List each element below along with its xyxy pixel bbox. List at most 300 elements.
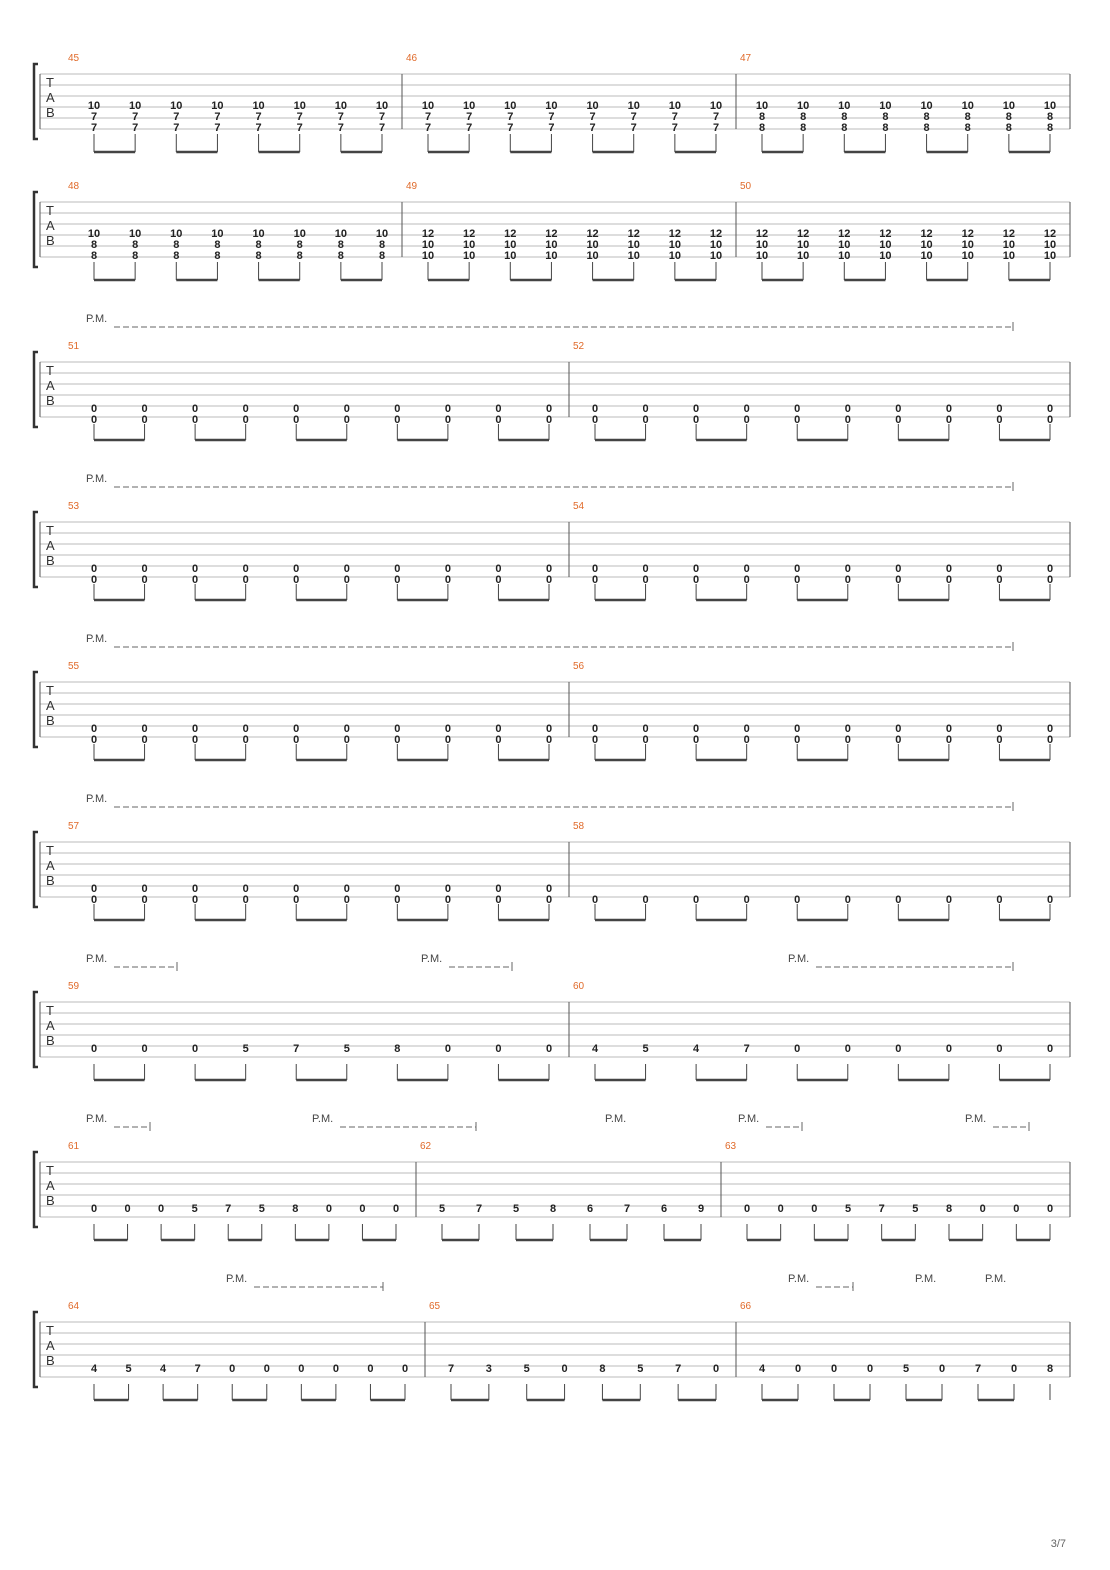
system-bracket (34, 64, 38, 139)
fret-number: 7 (173, 111, 180, 123)
fret-number: 10 (709, 250, 723, 262)
fret-number: 7 (878, 1203, 885, 1215)
fret-number: 10 (129, 228, 142, 240)
fret-number: 0 (945, 1043, 952, 1055)
tab-system (34, 953, 1070, 1080)
fret-number: 0 (1046, 1043, 1054, 1055)
fret-number: 0 (242, 563, 249, 575)
palm-mute-label: P.M. (86, 953, 108, 965)
fret-number: 0 (495, 894, 502, 906)
fret-number: 3 (485, 1363, 492, 1375)
fret-number: 7 (712, 122, 720, 134)
fret-number: 12 (627, 228, 640, 240)
fret-number: 0 (444, 883, 451, 895)
tab-clef-letter: B (46, 393, 55, 408)
measure-number: 56 (573, 661, 585, 672)
fret-number: 0 (124, 1203, 131, 1215)
fret-number: 0 (343, 414, 350, 426)
fret-number: 8 (214, 239, 221, 251)
fret-number: 7 (296, 122, 303, 134)
fret-number: 0 (293, 883, 300, 895)
tab-clef-letter: A (46, 378, 55, 393)
fret-number: 5 (912, 1203, 919, 1215)
fret-number: 0 (90, 1203, 98, 1215)
fret-number: 10 (586, 100, 599, 112)
tab-clef-letter: T (46, 683, 54, 698)
fret-number: 7 (675, 1363, 682, 1375)
fret-number: 7 (337, 122, 344, 134)
tab-clef-letter: T (46, 1323, 54, 1338)
measure-number: 66 (740, 1301, 752, 1312)
fret-number: 8 (90, 250, 98, 262)
fret-number: 10 (545, 100, 558, 112)
fret-number: 0 (743, 563, 750, 575)
fret-number: 8 (90, 239, 98, 251)
fret-number: 0 (495, 734, 502, 746)
fret-number: 7 (296, 111, 303, 123)
fret-number: 0 (394, 414, 401, 426)
fret-number: 0 (844, 414, 851, 426)
fret-number: 0 (343, 403, 350, 415)
fret-number: 10 (504, 100, 517, 112)
fret-number: 10 (545, 250, 558, 262)
fret-number: 7 (548, 122, 555, 134)
fret-number: 7 (214, 122, 221, 134)
fret-number: 10 (797, 239, 810, 251)
fret-number: 0 (743, 734, 750, 746)
measure-number: 64 (68, 1301, 80, 1312)
fret-number: 0 (794, 723, 801, 735)
fret-number: 12 (879, 228, 892, 240)
fret-number: 0 (545, 574, 553, 586)
fret-number: 8 (758, 111, 766, 123)
fret-number: 0 (367, 1363, 374, 1375)
palm-mute-label: P.M. (421, 953, 443, 965)
fret-number: 0 (90, 883, 98, 895)
fret-number: 0 (90, 414, 98, 426)
fret-number: 12 (586, 228, 599, 240)
measure-number: 48 (68, 181, 80, 192)
fret-number: 0 (394, 734, 401, 746)
fret-number: 8 (1005, 111, 1012, 123)
fret-number: 10 (375, 100, 389, 112)
fret-number: 8 (945, 1203, 953, 1215)
fret-number: 0 (343, 883, 350, 895)
measure-number: 57 (68, 821, 80, 832)
fret-number: 10 (668, 100, 681, 112)
fret-number: 8 (173, 250, 180, 262)
fret-number: 0 (343, 563, 350, 575)
fret-number: 0 (495, 1043, 502, 1055)
tab-clef-letter: A (46, 858, 55, 873)
fret-number: 10 (293, 228, 306, 240)
fret-number: 10 (463, 250, 476, 262)
fret-number: 0 (495, 414, 502, 426)
fret-number: 0 (1046, 403, 1054, 415)
fret-number: 7 (424, 122, 432, 134)
measure-number: 55 (68, 661, 80, 672)
fret-number: 0 (938, 1363, 946, 1375)
measure-number: 49 (406, 181, 418, 192)
fret-number: 0 (794, 1363, 802, 1375)
fret-number: 12 (797, 228, 810, 240)
fret-number: 8 (841, 111, 848, 123)
fret-number: 0 (401, 1363, 409, 1375)
fret-number: 0 (90, 574, 98, 586)
fret-number: 7 (132, 111, 139, 123)
fret-number: 0 (844, 574, 851, 586)
fret-number: 0 (642, 723, 649, 735)
fret-number: 10 (838, 100, 851, 112)
fret-number: 5 (844, 1203, 852, 1215)
fret-number: 8 (255, 239, 262, 251)
tab-clef-letter: B (46, 1033, 55, 1048)
fret-number: 0 (743, 894, 750, 906)
fret-number: 8 (378, 250, 386, 262)
fret-number: 0 (642, 414, 649, 426)
fret-number: 0 (343, 723, 350, 735)
fret-number: 0 (141, 414, 148, 426)
fret-number: 0 (693, 403, 700, 415)
fret-number: 8 (1046, 122, 1054, 134)
fret-number: 10 (797, 250, 810, 262)
fret-number: 0 (444, 1043, 451, 1055)
fret-number: 8 (923, 111, 930, 123)
fret-number: 7 (447, 1363, 455, 1375)
fret-number: 8 (841, 122, 848, 134)
fret-number: 7 (293, 1043, 300, 1055)
fret-number: 7 (214, 111, 221, 123)
palm-mute-label: P.M. (915, 1273, 937, 1285)
fret-number: 8 (1046, 111, 1054, 123)
fret-number: 0 (444, 574, 451, 586)
fret-number: 0 (141, 574, 148, 586)
fret-number: 0 (591, 723, 599, 735)
fret-number: 10 (627, 250, 640, 262)
fret-number: 0 (394, 403, 401, 415)
palm-mute-label: P.M. (86, 793, 108, 805)
fret-number: 10 (838, 239, 851, 251)
fret-number: 7 (475, 1203, 483, 1215)
fret-number: 10 (920, 250, 933, 262)
fret-number: 5 (191, 1203, 198, 1215)
fret-number: 10 (129, 100, 142, 112)
fret-number: 0 (545, 403, 553, 415)
fret-number: 0 (979, 1203, 986, 1215)
fret-number: 7 (630, 111, 637, 123)
fret-number: 10 (920, 239, 933, 251)
tab-clef-letter: T (46, 363, 54, 378)
fret-number: 7 (589, 122, 596, 134)
fret-number: 7 (424, 111, 432, 123)
tab-system (34, 793, 1070, 920)
fret-number: 0 (90, 723, 98, 735)
fret-number: 0 (693, 563, 700, 575)
fret-number: 0 (777, 1203, 784, 1215)
fret-number: 10 (1043, 239, 1057, 251)
fret-number: 0 (343, 894, 350, 906)
fret-number: 0 (743, 414, 750, 426)
fret-number: 8 (800, 111, 807, 123)
fret-number: 0 (895, 574, 902, 586)
fret-number: 7 (378, 111, 386, 123)
measure-number: 50 (740, 181, 752, 192)
fret-number: 7 (378, 122, 386, 134)
fret-number: 0 (242, 723, 249, 735)
fret-number: 0 (545, 563, 553, 575)
fret-number: 0 (743, 723, 750, 735)
tab-clef-letter: T (46, 203, 54, 218)
fret-number: 7 (548, 111, 555, 123)
fret-number: 10 (920, 100, 933, 112)
fret-number: 8 (964, 111, 971, 123)
fret-number: 10 (1002, 239, 1015, 251)
fret-number: 4 (758, 1363, 766, 1375)
tab-system (34, 633, 1070, 760)
fret-number: 5 (438, 1203, 446, 1215)
fret-number: 0 (945, 403, 952, 415)
fret-number: 0 (141, 1043, 148, 1055)
fret-number: 0 (1046, 563, 1054, 575)
fret-number: 10 (668, 250, 681, 262)
fret-number: 0 (242, 414, 249, 426)
tab-system (34, 1113, 1070, 1240)
fret-number: 5 (242, 1043, 249, 1055)
tab-clef-letter: T (46, 523, 54, 538)
palm-mute-label: P.M. (86, 1113, 108, 1125)
tab-clef-letter: B (46, 1193, 55, 1208)
system-bracket (34, 352, 38, 427)
fret-number: 0 (394, 894, 401, 906)
tab-clef-letter: A (46, 218, 55, 233)
tab-clef-letter: B (46, 873, 55, 888)
fret-number: 9 (697, 1203, 705, 1215)
fret-number: 0 (495, 883, 502, 895)
fret-number: 10 (755, 239, 769, 251)
fret-number: 0 (90, 734, 98, 746)
fret-number: 7 (90, 111, 98, 123)
fret-number: 0 (895, 1043, 902, 1055)
fret-number: 0 (293, 403, 300, 415)
fret-number: 0 (945, 723, 952, 735)
measure-number: 62 (420, 1141, 432, 1152)
fret-number: 10 (879, 250, 892, 262)
fret-number: 0 (394, 723, 401, 735)
fret-number: 0 (343, 734, 350, 746)
fret-number: 0 (1046, 574, 1054, 586)
fret-number: 10 (211, 228, 224, 240)
fret-number: 0 (192, 734, 199, 746)
fret-number: 10 (879, 239, 892, 251)
fret-number: 0 (1046, 734, 1054, 746)
fret-number: 12 (1002, 228, 1015, 240)
fret-number: 0 (811, 1203, 818, 1215)
fret-number: 0 (693, 723, 700, 735)
fret-number: 0 (1046, 894, 1054, 906)
fret-number: 7 (623, 1203, 631, 1215)
fret-number: 0 (895, 734, 902, 746)
fret-number: 10 (755, 250, 769, 262)
fret-number: 0 (693, 894, 700, 906)
fret-number: 5 (125, 1363, 132, 1375)
fret-number: 10 (87, 100, 101, 112)
palm-mute-label: P.M. (788, 953, 810, 965)
fret-number: 0 (394, 563, 401, 575)
tab-system (34, 313, 1070, 440)
fret-number: 0 (192, 894, 199, 906)
palm-mute-label: P.M. (86, 313, 108, 325)
measure-number: 52 (573, 341, 585, 352)
fret-number: 12 (421, 228, 435, 240)
fret-number: 0 (591, 734, 599, 746)
fret-number: 0 (359, 1203, 366, 1215)
fret-number: 0 (242, 574, 249, 586)
fret-number: 5 (523, 1363, 530, 1375)
fret-number: 0 (895, 723, 902, 735)
fret-number: 8 (292, 1203, 299, 1215)
tab-system (34, 53, 1070, 152)
fret-number: 0 (1046, 723, 1054, 735)
tab-system (34, 181, 1070, 280)
fret-number: 0 (844, 563, 851, 575)
fret-number: 0 (996, 574, 1003, 586)
fret-number: 0 (693, 414, 700, 426)
fret-number: 10 (504, 239, 517, 251)
fret-number: 0 (945, 894, 952, 906)
fret-number: 0 (945, 414, 952, 426)
fret-number: 0 (495, 563, 502, 575)
fret-number: 0 (242, 883, 249, 895)
fret-number: 0 (242, 403, 249, 415)
fret-number: 0 (229, 1363, 236, 1375)
fret-number: 7 (671, 111, 678, 123)
fret-number: 0 (242, 734, 249, 746)
fret-number: 7 (466, 111, 473, 123)
fret-number: 0 (794, 403, 801, 415)
measure-number: 54 (573, 501, 585, 512)
fret-number: 8 (800, 122, 807, 134)
fret-number: 8 (758, 122, 766, 134)
fret-number: 0 (392, 1203, 400, 1215)
fret-number: 0 (192, 723, 199, 735)
fret-number: 10 (797, 100, 810, 112)
fret-number: 0 (293, 734, 300, 746)
palm-mute-label: P.M. (86, 473, 108, 485)
fret-number: 12 (545, 228, 558, 240)
fret-number: 7 (225, 1203, 232, 1215)
fret-number: 0 (545, 414, 553, 426)
palm-mute-label: P.M. (86, 633, 108, 645)
fret-number: 10 (1043, 250, 1057, 262)
fret-number: 0 (1013, 1203, 1020, 1215)
fret-number: 0 (996, 563, 1003, 575)
fret-number: 0 (444, 723, 451, 735)
fret-number: 0 (712, 1363, 720, 1375)
tab-clef-letter: B (46, 1353, 55, 1368)
fret-number: 12 (1043, 228, 1057, 240)
system-bracket (34, 992, 38, 1067)
fret-number: 0 (743, 574, 750, 586)
tab-system (34, 473, 1070, 600)
fret-number: 0 (444, 894, 451, 906)
fret-number: 0 (642, 734, 649, 746)
fret-number: 0 (996, 734, 1003, 746)
fret-number: 7 (743, 1043, 750, 1055)
fret-number: 10 (586, 239, 599, 251)
fret-number: 0 (192, 414, 199, 426)
fret-number: 10 (421, 239, 435, 251)
system-bracket (34, 192, 38, 267)
fret-number: 10 (504, 250, 517, 262)
fret-number: 0 (192, 1043, 199, 1055)
fret-number: 0 (141, 723, 148, 735)
fret-number: 0 (591, 894, 599, 906)
fret-number: 7 (630, 122, 637, 134)
fret-number: 10 (627, 239, 640, 251)
fret-number: 0 (495, 403, 502, 415)
fret-number: 0 (895, 563, 902, 575)
fret-number: 0 (794, 414, 801, 426)
system-bracket (34, 1152, 38, 1227)
fret-number: 0 (1046, 414, 1054, 426)
fret-number: 8 (296, 250, 303, 262)
fret-number: 0 (642, 894, 649, 906)
fret-number: 0 (794, 894, 801, 906)
fret-number: 4 (160, 1363, 167, 1375)
fret-number: 0 (591, 563, 599, 575)
tab-clef-letter: B (46, 713, 55, 728)
fret-number: 8 (132, 239, 139, 251)
fret-number: 8 (337, 250, 344, 262)
fret-number: 10 (375, 228, 389, 240)
tab-clef-letter: B (46, 105, 55, 120)
fret-number: 10 (709, 239, 723, 251)
measure-number: 46 (406, 53, 418, 64)
fret-number: 0 (895, 403, 902, 415)
fret-number: 0 (325, 1203, 332, 1215)
fret-number: 8 (882, 111, 889, 123)
fret-number: 0 (945, 734, 952, 746)
fret-number: 0 (1010, 1363, 1018, 1375)
fret-number: 0 (945, 563, 952, 575)
measure-number: 59 (68, 981, 80, 992)
fret-number: 0 (293, 894, 300, 906)
fret-number: 0 (830, 1363, 838, 1375)
fret-number: 0 (141, 403, 148, 415)
fret-number: 12 (668, 228, 681, 240)
measure-number: 63 (725, 1141, 737, 1152)
fret-number: 5 (258, 1203, 265, 1215)
fret-number: 7 (507, 111, 514, 123)
fret-number: 10 (334, 100, 347, 112)
fret-number: 0 (192, 563, 199, 575)
fret-number: 12 (504, 228, 517, 240)
fret-number: 7 (974, 1363, 982, 1375)
fret-number: 7 (589, 111, 596, 123)
fret-number: 0 (895, 894, 902, 906)
fret-number: 0 (192, 574, 199, 586)
fret-number: 0 (844, 734, 851, 746)
palm-mute-label: P.M. (226, 1273, 248, 1285)
fret-number: 0 (545, 883, 553, 895)
fret-number: 10 (879, 100, 892, 112)
fret-number: 8 (296, 239, 303, 251)
system-bracket (34, 672, 38, 747)
fret-number: 0 (495, 574, 502, 586)
fret-number: 0 (545, 894, 553, 906)
fret-number: 7 (90, 122, 98, 134)
fret-number: 7 (466, 122, 473, 134)
